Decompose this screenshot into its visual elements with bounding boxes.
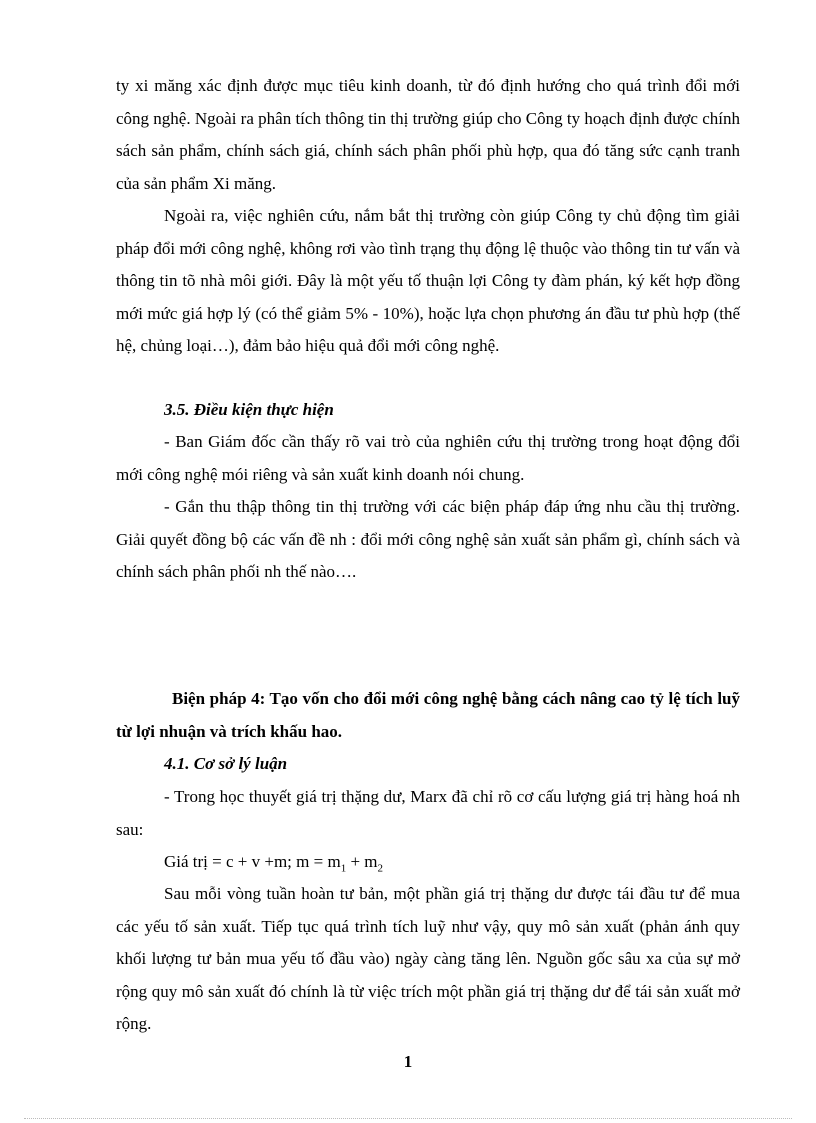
page-bottom-rule: [24, 1118, 792, 1119]
paragraph-marx-theory: - Trong học thuyết giá trị thặng dư, Marx đã chỉ rõ cơ cấu lượng giá trị hàng hoá nh sau:: [116, 787, 740, 839]
page-number: 1: [403, 1052, 413, 1071]
paragraph-market-analysis: ty xi măng xác định được mục tiêu kinh doanh, từ đó định hướng cho quá trình đổi mới công nghệ. Ngoài ra phân tích thông tin thị trường giúp cho Công ty hoạch định được chính sách sản phẩm, chính sách giá, chính sách phân phối phù hợp, qua đó tăng sức cạnh tranh của sản phẩm Xi măng.: [116, 76, 740, 193]
section-heading-3-5: 3.5. Điều kiện thực hiện: [164, 400, 334, 419]
formula-sub-1: 1: [340, 862, 347, 875]
formula-sub-2: 2: [377, 862, 384, 875]
paragraph-board-role: - Ban Giám đốc cần thấy rõ vai trò của nghiên cứu thị trường trong hoạt động đổi mới công nghệ mói riêng và sản xuất kinh doanh nói chung.: [116, 432, 740, 484]
paragraph-link-info: - Gắn thu thập thông tin thị trường với các biện pháp đáp ứng nhu cầu thị trường. Giải quyết đồng bộ các vấn đề nh : đổi mới công nghệ sản xuất sản phẩm gì, chính sách và chính sách phân phối nh thế nào….: [116, 497, 740, 581]
measure-4-heading: Biện pháp 4: Tạo vốn cho đổi mới công nghệ bằng cách nâng cao tỷ lệ tích luỹ từ lợi nhuận và trích khấu hao.: [116, 689, 740, 741]
paragraph-capital-cycle: Sau mỗi vòng tuần hoàn tư bản, một phần giá trị thặng dư được tái đầu tư để mua các yếu tố sản xuất. Tiếp tục quá trình tích luỹ như vậy, quy mô sản xuất (phản ánh quy khối lượng tư bản mua yếu tố đầu vào) ngày càng tăng lên. Nguồn gốc sâu xa của sự mở rộng quy mô sản xuất đó chính là từ việc trích một phần giá trị thặng dư để tái sản xuất mở rộng.: [116, 884, 740, 1033]
formula-plus: + m: [346, 852, 378, 871]
paragraph-market-research: Ngoài ra, việc nghiên cứu, nắm bắt thị trường còn giúp Công ty chủ động tìm giải pháp đổi mới công nghệ, không rơi vào tình trạng thụ động lệ thuộc vào thông tin tư vấn và thông tin tõ nhà môi giới. Đây là một yếu tố thuận lợi Công ty đàm phán, ký kết hợp đồng mới mức giá hợp lý (có thể giảm 5% - 10%), hoặc lựa chọn phương án đầu tư phù hợp (thế hệ, chủng loại…), đảm bảo hiệu quả đổi mới công nghệ.: [116, 206, 740, 355]
section-heading-4-1: 4.1. Cơ sở lý luận: [164, 754, 288, 773]
formula-prefix: Giá trị = c + v +m; m = m: [164, 852, 341, 871]
